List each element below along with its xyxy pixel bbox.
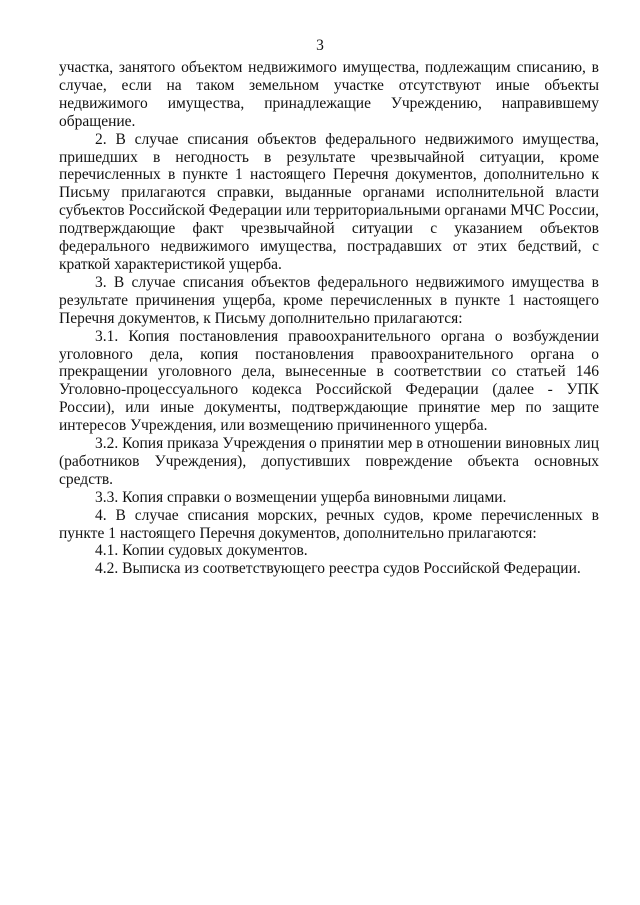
paragraph-continuation: участка, занятого объектом недвижимого имущества, подлежащим списанию, в случае, если на таком земельном участке отсутствуют иные объекты недвижимого имущества, принадлежащие Учреждению, направившему обращение. xyxy=(59,59,599,130)
paragraph-item-3: 3. В случае списания объектов федерального недвижимого имущества в результате причинения ущерба, кроме перечисленных в пункте 1 настоящего Перечня документов, к Письму дополнительно прилагаются: xyxy=(59,273,599,327)
paragraph-item-3-2: 3.2. Копия приказа Учреждения о принятии мер в отношении виновных лиц (работников Учреждения), допустивших повреждение объекта основных средств. xyxy=(59,435,599,488)
page-number: 3 xyxy=(316,37,324,54)
paragraph-item-3-3: 3.3. Копия справки о возмещении ущерба виновными лицами. xyxy=(95,488,507,506)
paragraph-item-3-1: 3.1. Копия постановления правоохранительного органа о возбуждении уголовного дела, копия постановления правоохранительного органа о прекращении уголовного дела, вынесенные в соответствии со статьей 146 Уголовно-процессуального кодекса Российской Федерации (далее - УПК России), или иные документы, подтверждающие принятие мер по защите интересов Учреждения, или возмещению причиненного ущерба. xyxy=(59,327,599,435)
document-body xyxy=(59,59,599,578)
paragraph-item-2: 2. В случае списания объектов федерального недвижимого имущества, пришедших в негодность в результате чрезвычайной ситуации, кроме перечисленных в пункте 1 настоящего Перечня документов, дополнительно к Письму прилагаются справки, выданные органами исполнительной власти субъектов Российской Федерации или территориальными органами МЧС России, подтверждающие факт чрезвычайной ситуации с указанием объектов федерального недвижимого имущества, пострадавших от этих бедствий, с краткой характеристикой ущерба. xyxy=(59,130,599,273)
paragraph-item-4-1: 4.1. Копии судовых документов. xyxy=(95,542,308,560)
paragraph-item-4-2: 4.2. Выписка из соответствующего реестра судов Российской Федерации. xyxy=(95,560,581,578)
paragraph-item-4: 4. В случае списания морских, речных судов, кроме перечисленных в пункте 1 настоящего Перечня документов, дополнительно прилагаются: xyxy=(59,506,599,542)
